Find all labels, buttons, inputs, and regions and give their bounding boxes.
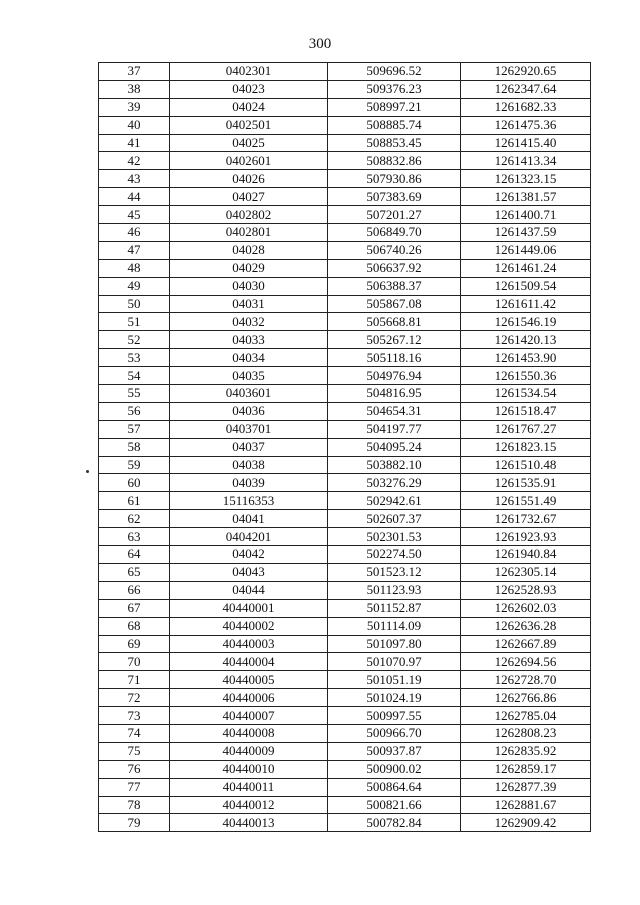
point-id-cell: 04030 (170, 277, 328, 295)
x-coordinate-cell: 509376.23 (328, 80, 461, 98)
y-coordinate-cell: 1262859.17 (461, 760, 591, 778)
point-id-cell: 0402501 (170, 116, 328, 134)
table-row (99, 689, 591, 707)
row-number-cell: 52 (99, 331, 170, 349)
row-number-cell: 74 (99, 724, 170, 742)
table-row (99, 492, 591, 510)
y-coordinate-cell: 1261732.67 (461, 510, 591, 528)
table-row (99, 63, 591, 81)
row-number-cell: 63 (99, 528, 170, 546)
row-number-cell: 43 (99, 170, 170, 188)
x-coordinate-cell: 506849.70 (328, 224, 461, 242)
table-row (99, 599, 591, 617)
x-coordinate-cell: 501024.19 (328, 689, 461, 707)
table-row (99, 760, 591, 778)
y-coordinate-cell: 1262636.28 (461, 617, 591, 635)
row-number-cell: 76 (99, 760, 170, 778)
row-number-cell: 49 (99, 277, 170, 295)
table-row (99, 510, 591, 528)
table-row (99, 98, 591, 116)
x-coordinate-cell: 508853.45 (328, 134, 461, 152)
table-row (99, 671, 591, 689)
x-coordinate-cell: 501152.87 (328, 599, 461, 617)
table-row (99, 152, 591, 170)
row-number-cell: 61 (99, 492, 170, 510)
y-coordinate-cell: 1261437.59 (461, 224, 591, 242)
point-id-cell: 04035 (170, 367, 328, 385)
row-number-cell: 57 (99, 420, 170, 438)
point-id-cell: 40440001 (170, 599, 328, 617)
table-row (99, 295, 591, 313)
row-number-cell: 47 (99, 241, 170, 259)
table-row (99, 277, 591, 295)
table-row (99, 331, 591, 349)
y-coordinate-cell: 1261400.71 (461, 206, 591, 224)
y-coordinate-cell: 1261413.34 (461, 152, 591, 170)
point-id-cell: 04037 (170, 438, 328, 456)
y-coordinate-cell: 1261767.27 (461, 420, 591, 438)
row-number-cell: 56 (99, 402, 170, 420)
y-coordinate-cell: 1262877.39 (461, 778, 591, 796)
row-number-cell: 67 (99, 599, 170, 617)
point-id-cell: 40440005 (170, 671, 328, 689)
point-id-cell: 40440007 (170, 707, 328, 725)
y-coordinate-cell: 1262920.65 (461, 63, 591, 81)
row-number-cell: 48 (99, 259, 170, 277)
point-id-cell: 04034 (170, 349, 328, 367)
table-row (99, 438, 591, 456)
y-coordinate-cell: 1261449.06 (461, 241, 591, 259)
table-row (99, 546, 591, 564)
x-coordinate-cell: 505867.08 (328, 295, 461, 313)
point-id-cell: 40440013 (170, 814, 328, 832)
point-id-cell: 04029 (170, 259, 328, 277)
table-row (99, 206, 591, 224)
row-number-cell: 77 (99, 778, 170, 796)
row-number-cell: 72 (99, 689, 170, 707)
point-id-cell: 0404201 (170, 528, 328, 546)
point-id-cell: 40440009 (170, 742, 328, 760)
row-number-cell: 51 (99, 313, 170, 331)
x-coordinate-cell: 502607.37 (328, 510, 461, 528)
point-id-cell: 0402802 (170, 206, 328, 224)
x-coordinate-cell: 507383.69 (328, 188, 461, 206)
table-row (99, 134, 591, 152)
y-coordinate-cell: 1261823.15 (461, 438, 591, 456)
coordinates-table-body (99, 63, 591, 832)
point-id-cell: 40440003 (170, 635, 328, 653)
row-number-cell: 46 (99, 224, 170, 242)
x-coordinate-cell: 500864.64 (328, 778, 461, 796)
table-row (99, 778, 591, 796)
table-row (99, 563, 591, 581)
x-coordinate-cell: 502301.53 (328, 528, 461, 546)
table-row (99, 420, 591, 438)
point-id-cell: 04044 (170, 581, 328, 599)
x-coordinate-cell: 500937.87 (328, 742, 461, 760)
table-row (99, 653, 591, 671)
x-coordinate-cell: 504197.77 (328, 420, 461, 438)
x-coordinate-cell: 507930.86 (328, 170, 461, 188)
x-coordinate-cell: 508832.86 (328, 152, 461, 170)
point-id-cell: 40440002 (170, 617, 328, 635)
x-coordinate-cell: 503882.10 (328, 456, 461, 474)
row-number-cell: 41 (99, 134, 170, 152)
table-row (99, 814, 591, 832)
row-number-cell: 45 (99, 206, 170, 224)
table-row (99, 367, 591, 385)
table-row (99, 742, 591, 760)
y-coordinate-cell: 1261475.36 (461, 116, 591, 134)
x-coordinate-cell: 500966.70 (328, 724, 461, 742)
y-coordinate-cell: 1262305.14 (461, 563, 591, 581)
row-number-cell: 44 (99, 188, 170, 206)
y-coordinate-cell: 1262667.89 (461, 635, 591, 653)
y-coordinate-cell: 1262766.86 (461, 689, 591, 707)
row-number-cell: 75 (99, 742, 170, 760)
table-row (99, 402, 591, 420)
y-coordinate-cell: 1262602.03 (461, 599, 591, 617)
y-coordinate-cell: 1261509.54 (461, 277, 591, 295)
y-coordinate-cell: 1262785.04 (461, 707, 591, 725)
table-row (99, 581, 591, 599)
y-coordinate-cell: 1261923.93 (461, 528, 591, 546)
table-row (99, 224, 591, 242)
page-number: 300 (308, 36, 332, 52)
stray-dot-mark (86, 470, 89, 473)
point-id-cell: 04043 (170, 563, 328, 581)
point-id-cell: 04033 (170, 331, 328, 349)
point-id-cell: 04038 (170, 456, 328, 474)
y-coordinate-cell: 1261518.47 (461, 402, 591, 420)
x-coordinate-cell: 501097.80 (328, 635, 461, 653)
x-coordinate-cell: 500821.66 (328, 796, 461, 814)
point-id-cell: 15116353 (170, 492, 328, 510)
point-id-cell: 40440011 (170, 778, 328, 796)
x-coordinate-cell: 501114.09 (328, 617, 461, 635)
table-row (99, 313, 591, 331)
row-number-cell: 54 (99, 367, 170, 385)
point-id-cell: 04028 (170, 241, 328, 259)
row-number-cell: 37 (99, 63, 170, 81)
row-number-cell: 64 (99, 546, 170, 564)
point-id-cell: 04025 (170, 134, 328, 152)
row-number-cell: 55 (99, 385, 170, 403)
y-coordinate-cell: 1262694.56 (461, 653, 591, 671)
table-row (99, 170, 591, 188)
y-coordinate-cell: 1261420.13 (461, 331, 591, 349)
row-number-cell: 69 (99, 635, 170, 653)
x-coordinate-cell: 509696.52 (328, 63, 461, 81)
point-id-cell: 04036 (170, 402, 328, 420)
row-number-cell: 39 (99, 98, 170, 116)
x-coordinate-cell: 505118.16 (328, 349, 461, 367)
x-coordinate-cell: 504976.94 (328, 367, 461, 385)
point-id-cell: 0403601 (170, 385, 328, 403)
x-coordinate-cell: 500782.84 (328, 814, 461, 832)
y-coordinate-cell: 1261940.84 (461, 546, 591, 564)
x-coordinate-cell: 502942.61 (328, 492, 461, 510)
y-coordinate-cell: 1261461.24 (461, 259, 591, 277)
table-row (99, 528, 591, 546)
coordinates-table (98, 62, 591, 832)
y-coordinate-cell: 1262808.23 (461, 724, 591, 742)
x-coordinate-cell: 505267.12 (328, 331, 461, 349)
x-coordinate-cell: 500997.55 (328, 707, 461, 725)
x-coordinate-cell: 503276.29 (328, 474, 461, 492)
x-coordinate-cell: 508997.21 (328, 98, 461, 116)
x-coordinate-cell: 506740.26 (328, 241, 461, 259)
y-coordinate-cell: 1262728.70 (461, 671, 591, 689)
y-coordinate-cell: 1261550.36 (461, 367, 591, 385)
table-row (99, 635, 591, 653)
x-coordinate-cell: 504816.95 (328, 385, 461, 403)
y-coordinate-cell: 1261535.91 (461, 474, 591, 492)
y-coordinate-cell: 1261551.49 (461, 492, 591, 510)
table-row (99, 241, 591, 259)
x-coordinate-cell: 507201.27 (328, 206, 461, 224)
row-number-cell: 65 (99, 563, 170, 581)
y-coordinate-cell: 1261546.19 (461, 313, 591, 331)
y-coordinate-cell: 1262528.93 (461, 581, 591, 599)
table-row (99, 707, 591, 725)
point-id-cell: 40440006 (170, 689, 328, 707)
x-coordinate-cell: 504654.31 (328, 402, 461, 420)
x-coordinate-cell: 504095.24 (328, 438, 461, 456)
table-row (99, 259, 591, 277)
point-id-cell: 40440010 (170, 760, 328, 778)
y-coordinate-cell: 1261510.48 (461, 456, 591, 474)
point-id-cell: 0402801 (170, 224, 328, 242)
point-id-cell: 04027 (170, 188, 328, 206)
y-coordinate-cell: 1261415.40 (461, 134, 591, 152)
row-number-cell: 71 (99, 671, 170, 689)
row-number-cell: 42 (99, 152, 170, 170)
row-number-cell: 38 (99, 80, 170, 98)
row-number-cell: 79 (99, 814, 170, 832)
row-number-cell: 58 (99, 438, 170, 456)
y-coordinate-cell: 1261453.90 (461, 349, 591, 367)
row-number-cell: 70 (99, 653, 170, 671)
row-number-cell: 78 (99, 796, 170, 814)
x-coordinate-cell: 500900.02 (328, 760, 461, 778)
y-coordinate-cell: 1262347.64 (461, 80, 591, 98)
point-id-cell: 04041 (170, 510, 328, 528)
point-id-cell: 04031 (170, 295, 328, 313)
point-id-cell: 0403701 (170, 420, 328, 438)
point-id-cell: 40440008 (170, 724, 328, 742)
table-row (99, 617, 591, 635)
y-coordinate-cell: 1261534.54 (461, 385, 591, 403)
x-coordinate-cell: 501523.12 (328, 563, 461, 581)
row-number-cell: 73 (99, 707, 170, 725)
point-id-cell: 40440012 (170, 796, 328, 814)
y-coordinate-cell: 1261611.42 (461, 295, 591, 313)
point-id-cell: 04024 (170, 98, 328, 116)
row-number-cell: 40 (99, 116, 170, 134)
y-coordinate-cell: 1261381.57 (461, 188, 591, 206)
x-coordinate-cell: 501051.19 (328, 671, 461, 689)
row-number-cell: 59 (99, 456, 170, 474)
y-coordinate-cell: 1262835.92 (461, 742, 591, 760)
x-coordinate-cell: 508885.74 (328, 116, 461, 134)
table-row (99, 116, 591, 134)
point-id-cell: 04026 (170, 170, 328, 188)
point-id-cell: 04032 (170, 313, 328, 331)
row-number-cell: 53 (99, 349, 170, 367)
table-row (99, 385, 591, 403)
point-id-cell: 04023 (170, 80, 328, 98)
x-coordinate-cell: 502274.50 (328, 546, 461, 564)
y-coordinate-cell: 1262881.67 (461, 796, 591, 814)
table-row (99, 796, 591, 814)
point-id-cell: 0402301 (170, 63, 328, 81)
row-number-cell: 66 (99, 581, 170, 599)
table-row (99, 80, 591, 98)
y-coordinate-cell: 1261323.15 (461, 170, 591, 188)
table-row (99, 724, 591, 742)
table-row (99, 188, 591, 206)
x-coordinate-cell: 506637.92 (328, 259, 461, 277)
point-id-cell: 04039 (170, 474, 328, 492)
row-number-cell: 62 (99, 510, 170, 528)
x-coordinate-cell: 506388.37 (328, 277, 461, 295)
row-number-cell: 68 (99, 617, 170, 635)
table-row (99, 456, 591, 474)
table-row (99, 474, 591, 492)
point-id-cell: 04042 (170, 546, 328, 564)
x-coordinate-cell: 501070.97 (328, 653, 461, 671)
y-coordinate-cell: 1262909.42 (461, 814, 591, 832)
row-number-cell: 60 (99, 474, 170, 492)
y-coordinate-cell: 1261682.33 (461, 98, 591, 116)
table-row (99, 349, 591, 367)
x-coordinate-cell: 505668.81 (328, 313, 461, 331)
point-id-cell: 40440004 (170, 653, 328, 671)
point-id-cell: 0402601 (170, 152, 328, 170)
x-coordinate-cell: 501123.93 (328, 581, 461, 599)
row-number-cell: 50 (99, 295, 170, 313)
